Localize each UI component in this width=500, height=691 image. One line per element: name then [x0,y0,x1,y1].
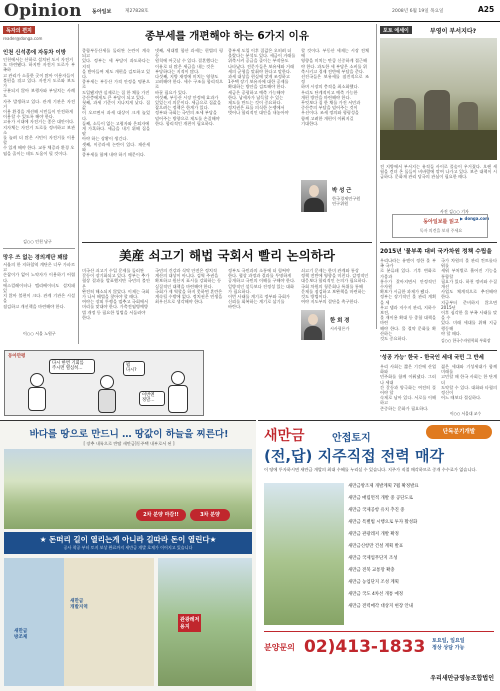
map-label: 새만금 개발지역 [70,599,88,610]
land-ad-subslogan: [ 장추 내륙으로 반딸 새만금]동주택 내부로서 된 ] [83,441,175,446]
generation-body-a: 우리 사회는 짧은 기간에 산업화와 민주화를 함께 이뤄냈다. 그러나 세대 간 갈등과 양극화는 여전히 풀어야 할 숙제로 남아 있다. 서로를 이해하고 존중하는 문화가 필요하다. [380,364,436,411]
photo-caption: 전 지방에서 부서지는 유적들 사이로 풀숲이 우거졌다. 오랜 세월을 견뎌 온 돌들이 비바람에 깎여 나가고 있다. 보존 대책이 시급하다. 문화재 관리 당국의 관심이 필요한 때다. [380,164,497,180]
ad-contact-bar [264,631,494,667]
figure-head [30,373,44,387]
grass [380,130,497,160]
region-map [4,558,154,686]
ad-item: 새만금 국제공항 유치 추진 중 [348,508,405,513]
phone-label: 분양문의 [264,643,295,652]
column-divider [78,24,79,344]
ad-item: 새만금 특별법 시행으로 투자 활성화 [348,520,418,525]
second-editorial-col2: 국민의 건강과 식탁 안전은 정치적 계산의 대상이 아니다. 검역 주권을 확보하고 원산지 표시를 강화하는 등 실질적인 대책을 마련해야 한다. 국회가 제 역할을 하지 못하면 혼란은 계속될 수밖에 없다. 정치권은 민생을 최우선으로 생각해야 한다. [155,268,223,305]
author-photo [301,180,327,212]
figure-body [98,389,116,413]
main-editorial-col2: 넷째, 세대별 합산 과세는 헌법의 평등 원칙에 어긋날 수 있다. 결혼했다는 이유로 더 많은 세금을 내는 것은 부당하다는 지적이 많다. 다섯째, 지방 재정에 미치는 영향도 고려해야 한다. 세수 구조를 합리적으로 바꿀 필요가 있다. 여섯째, 부동산 시장 안정에 효과가 있었는지 의문이다. 세금으로 집값을 잡으려는 정책은 한계가 있다. 정부와 국회는 국민의 조세 부담을 덜어주는 방향으로 제도를 손질해야 한다. 합리적인 개편이 필요하다. [155,48,223,126]
stone-shape [458,102,478,132]
land-ad[interactable] [0,420,256,691]
field-photo [4,449,252,529]
main-editorial [82,26,372,241]
issue-number: 제27828호 [125,9,149,14]
figure-head [171,371,185,385]
reader-ad-subtitle: 독자 의견을 보내 주세요 [419,228,463,233]
main-editorial-col3: 종부세 도입 이후 집값은 오히려 더 올랐다는 분석도 있다. 세금이 거래를 위축시켜 공급을 줄이는 부작용도 나타났다. 전문가들은 보유세와 거래 세의 균형을 맞춰야 한다고 말한다. 과세 대상을 현실에 맞게 조정하고 1주택 장기 보유자에 대한 공제를 확대하는 방안을 검토해야 한다. 세금은 공평하고 예측 가능해야 한다. 납세자가 납득할 수 있는 제도를 만드는 것이 중요하다. 정치권은 표를 의식한 논쟁에서 벗어나 합리적인 대안을 내놓아야 [228,48,296,116]
reader-box-title: 독자의 편지 [3,26,35,34]
ad-company: 우리새만금영농조합법인 [430,675,494,682]
sea-area [4,558,64,686]
column-divider [376,24,377,329]
ad-items-list [348,483,496,625]
ad-title-b: 안접토지 [332,433,371,444]
phone-number[interactable]: 02)413-1833 [304,637,426,657]
second-editorial-headline: 美産 쇠고기 해법 국회서 빨리 논의하라 [119,248,335,263]
banner-text: ★ 돈떠리 길이 열리는게 아니라 길따라 돈이 열린다★ [39,535,217,544]
ad-intro: 이 땅에 투자하시면 새만금 개발의 최대 수혜를 누리실 수 있습니다. 지주가 직접 매각하므로 중개 수수료가 없습니다. [264,467,477,472]
divider [82,242,372,243]
ad-item: 새만금 전력매각 대상지 현장 안내 [348,604,413,609]
letter1-title: 인천 신석종에 자동차 이방 [3,50,66,56]
water-policy-headline: 2015년 '물부족 대비 국가차원 정책 수립을 [380,249,492,255]
ad-item: 새만금신항만 건설 계획 발표 [348,544,404,549]
cartoon-figure [165,371,191,415]
second-editorial [82,242,372,347]
second-editorial-col1: 미국산 쇠고기 수입 문제를 둘러싼 갈등이 장기화되고 있다. 정부는 추가 협상 결과를 발표했지만 국민의 불안은 완전히 해소되지 않았다. 이제는 국회 가 나서 해법을 찾아야 할 때다. 여야는 장외 투쟁을 멈추고 국회에서 머리를 맞대야 한다. 가축전염병예방 법 개정 등 필요한 입법을 서둘러야 한다. [82,268,150,320]
editorial-cartoon [4,350,204,416]
saemangeum-ad[interactable] [258,420,500,691]
main-editorial-headline: 종부세를 개편해야 하는 6가지 이유 [145,30,309,42]
ad-item: 새만금 국도 4차선 개통 예정 [348,592,404,597]
photo-essay-subtitle: 부영이 부서지다? [430,28,477,35]
cartoon-label: 동아만평 [8,354,26,359]
map-label: 관광레저 용지 [178,614,201,632]
second-editorial-col4: 쇠고기 문제는 한미 관계와 통상 정책 전반에 영향을 미친다. 감정적인 대응보다 합리적인 논의가 필요하다. 국회 차원의 청문회나 특위를 통해 문제를 점검하고 보완책을 마련하는 것도 방법이다. 여야 지도부의 결단을 촉구한다. [301,268,369,305]
sold-out-badge: 2차 분양 마감!! [136,509,186,521]
ad-item: 새만금 관광레저 개발 확정 [348,532,399,537]
author-suit [304,198,324,212]
banner-subtext: 공사 착공 부터 토지 보상 완료까지 새만금 개발 호재가 이어지고 있습니다 [63,545,193,550]
photo-essay-title: 포토 에세이 [380,26,412,34]
contact-hours: 토요일, 일요일 정상 상담 가능 [432,638,465,651]
reader-letters [3,26,75,341]
water-policy-body-b: 국가 차원의 물 관리 컨트롤타워를 세워 부처별로 흩어진 기능을 통합할 필요가 있다. 하천 정비와 수질 개선 사업도 체계적으로 추진해야 한다. 지금부터 준비하지 않으면 2015년 이후 심각한 물 부족 사태를 맞을 수 있다. 미래 세대를 위해 지금 행동해 야 할 때다. [441,258,497,336]
page-number: A25 [478,5,495,14]
ad-item: 새만금 매립면적 개발 중 공단도로 [348,496,413,501]
section-logo: Opinion [4,1,82,21]
author-head [308,314,318,325]
ad-headline: (전,답) 지주직접 전력 매각 [264,447,444,465]
main-editorial-col4: 할 것이다. 부동산 세제는 시장 전체에 영향을 미치는 만큼 신중하게 접근해 야 한다. 과도한 세 부담은 소비를 위 축시키고 경제 전반에 부담을 준다. 선진국들은 보유세를 점진적으로 조정 하며 시장의 충격을 최소화했다. 우리도 단계적이고 예측 가능한 개편 방안을 마련해야 한다. 무엇보다 집 한 채를 가진 서민과 중산층의 부담을 덜어주는 것이 우선이다. 조세 정의와 형평성을 함께 고려한 개편이 이뤄지길 기대한다. [301,48,369,126]
cartoon-figure [25,373,49,413]
main-editorial-col1: 종합부동산세를 둘러싼 논란이 계속되고 있다. 정부는 세 부담이 과도하다는 지적 을 받아들여 제도 개편을 검토하고 있다. 종부세는 부동산 가격 안정을 명분으로 도입됐지만 실제로는 집 한 채를 가진 중산층에게도 큰 부담이 되고 있다. 첫째, 과세 기준이 지나치게 낮다. 집값 이 오르면서 과세 대상이 크게 늘었다. 둘째, 소득이 없는 고령자와 은퇴자에 게 가혹하다. 세금을 내기 위해 집을 팔 아야 하는 상황이 생긴다. 셋째, 이중과세 논란이 있다. 재산세와 종부세를 함께 내야 하기 때문이다. [82,48,150,158]
stone-shape [424,90,450,134]
divider [3,248,75,249]
second-author-name: 한 희 경 [330,318,350,324]
second-author-title: 시사평론가 [330,326,350,331]
ad-item: 새만금 전북 교통망 확충 [348,568,395,573]
photo-image [380,38,497,160]
water-policy-column [380,242,497,347]
ad-item: 새만금 농업단지 조성 계획 [348,580,399,585]
paper-name: 동아일보 [92,9,112,15]
photo-essay [380,26,497,236]
author-name: 박 성 근 [332,188,352,194]
photo-credit: 사진 김○○ 기자 [440,209,469,214]
donga-link[interactable]: ▶ donga.com [460,216,490,221]
ad-badge: 단독분기개발 [426,425,492,439]
divider [380,350,497,351]
ad-item: 새만금방조제 개발계획 7월 확정발표 [348,484,419,489]
speech-bubble: 다시 한번 기회를 주시면 열심히… [49,359,95,374]
site-photo [158,558,252,686]
author-suit [304,326,322,340]
letter2-title: 망우 쓰 없는 경의계단 꽤많 [3,255,68,261]
third-sale-badge: 3차 분양 [190,509,230,521]
ad-title-a: 새만금 [264,428,305,444]
letter2-body: 서울의 한 지하철역 계단은 너무 가파르고 손잡이가 없어 노약자가 이용하기 어렵다. 에스컬레이터나 엘리베이터도 설치돼 있 지 않아 불편이 크다. 관계 기관은 시설을 점검하고 개선책을 마련해야 한다. [3,262,75,309]
letter1-body: 인천에서는 산하로 설치된 도시 자전거 도 마련됐다. 하지만 자전거 도로가 부족하 고 관리가 소홀한 곳이 많아 이용자들이 불편을 겪고 있다. 자전거 도로와 보도가 구분되지 않아 보행자와 부딪치는 사례도 자주 발생하고 있다. 관계 기관은 자전거 이용 환경을 개선해 시민들이 안전하게 이용할 수 있도록 해야 한다. 고유가 시대에 자전거는 좋은 대안이다. 지자체는 자전거 도로를 정비하고 보관소 를 늘려 더 많은 시민이 자전거를 이용할 수 있게 해야 한다. 교통 체증과 환경 오 염을 줄이는 데도 도움이 될 것이다. [3,57,75,156]
second-editorial-col3: 정부도 국민과의 소통에 더 힘써야 한다. 협상 과정과 결과를 투명하게 공개하고 국민의 이해를 구해야 한다. 일방적인 설득보다 진정성 있는 대화 가 필요하다. 이번 사태를 계기로 정부와 국회가 신뢰를 회복하는 계기로 삼기를 바란다. [228,268,296,310]
land-area [64,558,154,686]
issue-date: 2008년 6월 19일 목요일 [392,9,444,14]
generation-headline: '성공 가능' 한국 - 한국인 세대 국민 그 반세 [380,355,484,361]
reader-ad-title: 동아일보를 읽고 [423,219,459,225]
generation-column [380,350,497,420]
speech-bubble: 이번엔 정말… [139,391,165,406]
second-author-photo [301,310,325,340]
masthead [0,0,500,22]
stone-shape [394,98,416,132]
water-policy-body-a: 우리나라는 유엔이 정한 물 부족 국가 로 분류돼 있다. 기후 변화로 가뭄과 홍수가 잦아지면서 안정적인 수자원 확보가 시급한 과제가 됐다. 정부는 장기적인 물 관리 계획을 세 우고 댐과 저수지 관리, 지하수 보전, 물 재이용 확대 등 종합 대책을 마련 해야 한다. 물 절약 문화를 확산하는 것도 중요하다. [380,258,436,342]
figure-body [28,387,46,411]
cartoon-figure [95,375,119,415]
land-ad-slogan: 바다를 땅으로 만드니 … 땅값이 하늘을 찌른다! [29,429,229,440]
author-title: 한국경제연구원 연구위원 [332,196,361,207]
speech-bubble: 뭘 다시? [123,361,145,376]
ad-field-photo [264,483,344,625]
generation-body-b: 젊은 세대와 기성세대가 함께 미래를 고민할 때 한국 사회는 한 단계 더 도약할 수 있다. 대화와 타협의 정신이 어느 때보다 절실하다. [441,364,497,401]
letter2-signature: 이○○ 서울 노원구 [23,331,56,336]
land-ad-banner [4,532,252,554]
figure-head [100,375,114,389]
map-label: 새만금 방조제 [14,629,28,640]
reader-email[interactable]: reader@donga.com [3,36,43,41]
letter1-signature: 김○○ 인천 남구 [23,239,52,244]
figure-body [168,385,188,413]
author-head [309,185,319,197]
ad-item: 새만금 국제업무단지 조성 [348,556,398,561]
generation-signature: 이○○ 서울대 교수 [450,411,482,416]
divider [380,242,497,243]
reader-ad[interactable] [392,214,488,238]
water-policy-signature: 김○○ 한국수자원학회 부회장 [441,338,491,343]
